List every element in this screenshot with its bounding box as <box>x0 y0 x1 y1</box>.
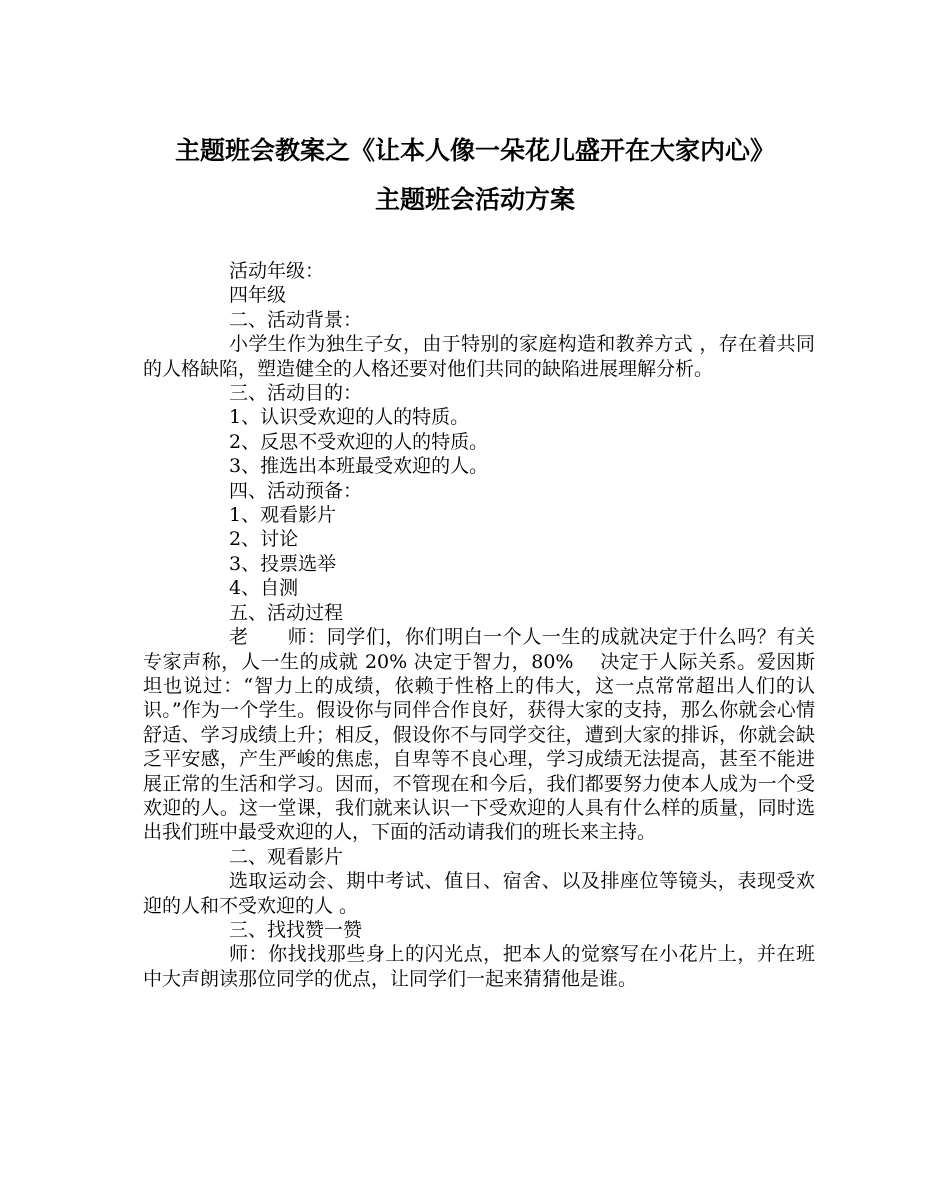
heading-background: 二、活动背景： <box>229 308 363 331</box>
heading-process: 五、活动过程 <box>229 601 344 624</box>
heading-find-praise: 三、找找赞一赞 <box>229 918 363 941</box>
document-title: 主题班会教案之《让本人像一朵花儿盛开在大家内心》 <box>174 136 775 165</box>
preparation-item: 2、讨论 <box>229 528 299 551</box>
paragraph-find-praise: 师：你找找那些身上的闪光点，把本人的觉察写在小花片上，并在班中大声朗读那位同学的优点，让同学们一起来猜猜他是谁。 <box>143 943 815 990</box>
preparation-item: 3、投票选举 <box>229 552 337 575</box>
goal-item: 3、推选出本班最受欢迎的人。 <box>229 455 489 478</box>
heading-preparation: 四、活动预备： <box>229 479 363 502</box>
document-subtitle: 主题班会活动方案 <box>374 185 575 214</box>
paragraph-grade-value: 四年级 <box>229 284 287 307</box>
paragraph-watch-film: 选取运动会、期中考试、值日、宿舍、以及排座位等镜头，表现受欢迎的人和不受欢迎的人 。 <box>143 870 815 917</box>
heading-watch-film: 二、观看影片 <box>229 845 344 868</box>
preparation-item: 1、观看影片 <box>229 504 337 527</box>
preparation-item: 4、自测 <box>229 577 299 600</box>
goal-item: 2、反思不受欢迎的人的特质。 <box>229 430 489 453</box>
paragraph-teacher-intro: 老 师：同学们，你们明白一个人一生的成就决定于什么吗？有关专家声称，人一生的成就 20% 决定于智力，80% 决定于人际关系。爱因斯坦也说过：“智力上的成绩，依赖于性格上的伟大，这一点常常超出人们的认识。”作为一个学生。假设你与同伴合作良好，获得大家的支持，那么你就会心情舒适、学习成绩上升；相反，假设你不与同学交往，遭到大家的排诉，你就会缺乏平安感，产生严峻的焦虑，自卑等不良心理，学习成绩无法提高，甚至不能进展正常的生活和学习。因而，不管现在和今后，我们都要努力使本人成为一个受欢迎的人。这一堂课，我们就来认识一下受欢迎的人具有什么样的质量，同时选出我们班中最受欢迎的人，下面的活动请我们的班长来主持。 <box>143 626 815 844</box>
paragraph-grade-label: 活动年级： <box>229 260 325 282</box>
goal-item: 1、认识受欢迎的人的特质。 <box>229 406 470 429</box>
document-body <box>143 259 815 991</box>
paragraph-background: 小学生作为独生子女，由于特别的家庭构造和教养方式 ，存在着共同的人格缺陷，塑造健全的人格还要对他们共同的缺陷进展理解分析。 <box>143 333 815 380</box>
heading-goals: 三、活动目的： <box>229 382 363 405</box>
